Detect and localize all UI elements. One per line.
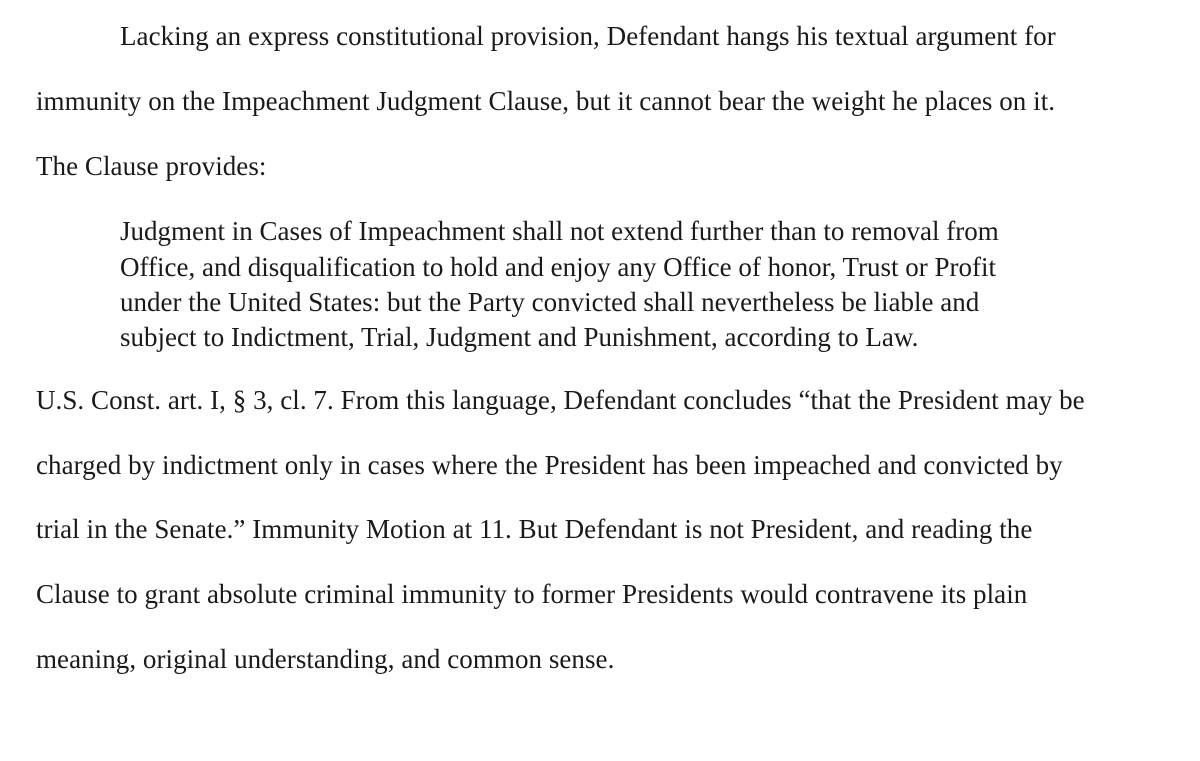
paragraph-line: immunity on the Impeachment Judgment Clause, but it cannot bear the weight he places on it. — [36, 86, 1056, 116]
block-quote-line: Office, and disqualification to hold and enjoy any Office of honor, Trust or Profit — [120, 252, 997, 282]
paragraph-line: Clause to grant absolute criminal immunity to former Presidents would contravene its plain — [36, 579, 1028, 609]
block-quote-line: under the United States: but the Party convicted shall nevertheless be liable and — [120, 287, 980, 317]
paragraph-line: Lacking an express constitutional provision, Defendant hangs his textual argument for — [120, 21, 1056, 51]
block-quote-line: Judgment in Cases of Impeachment shall not extend further than to removal from — [120, 216, 999, 246]
block-quote-line: subject to Indictment, Trial, Judgment and Punishment, according to Law. — [120, 322, 919, 352]
paragraph-line: U.S. Const. art. I, § 3, cl. 7. From this language, Defendant concludes “that the President may be — [36, 385, 1085, 415]
paragraph-line: charged by indictment only in cases where the President has been impeached and convicted by — [36, 450, 1063, 480]
paragraph-line: The Clause provides: — [36, 151, 267, 181]
paragraph-line: meaning, original understanding, and common sense. — [36, 644, 615, 674]
paragraph-line: trial in the Senate.” Immunity Motion at 11. But Defendant is not President, and reading the — [36, 514, 1033, 544]
